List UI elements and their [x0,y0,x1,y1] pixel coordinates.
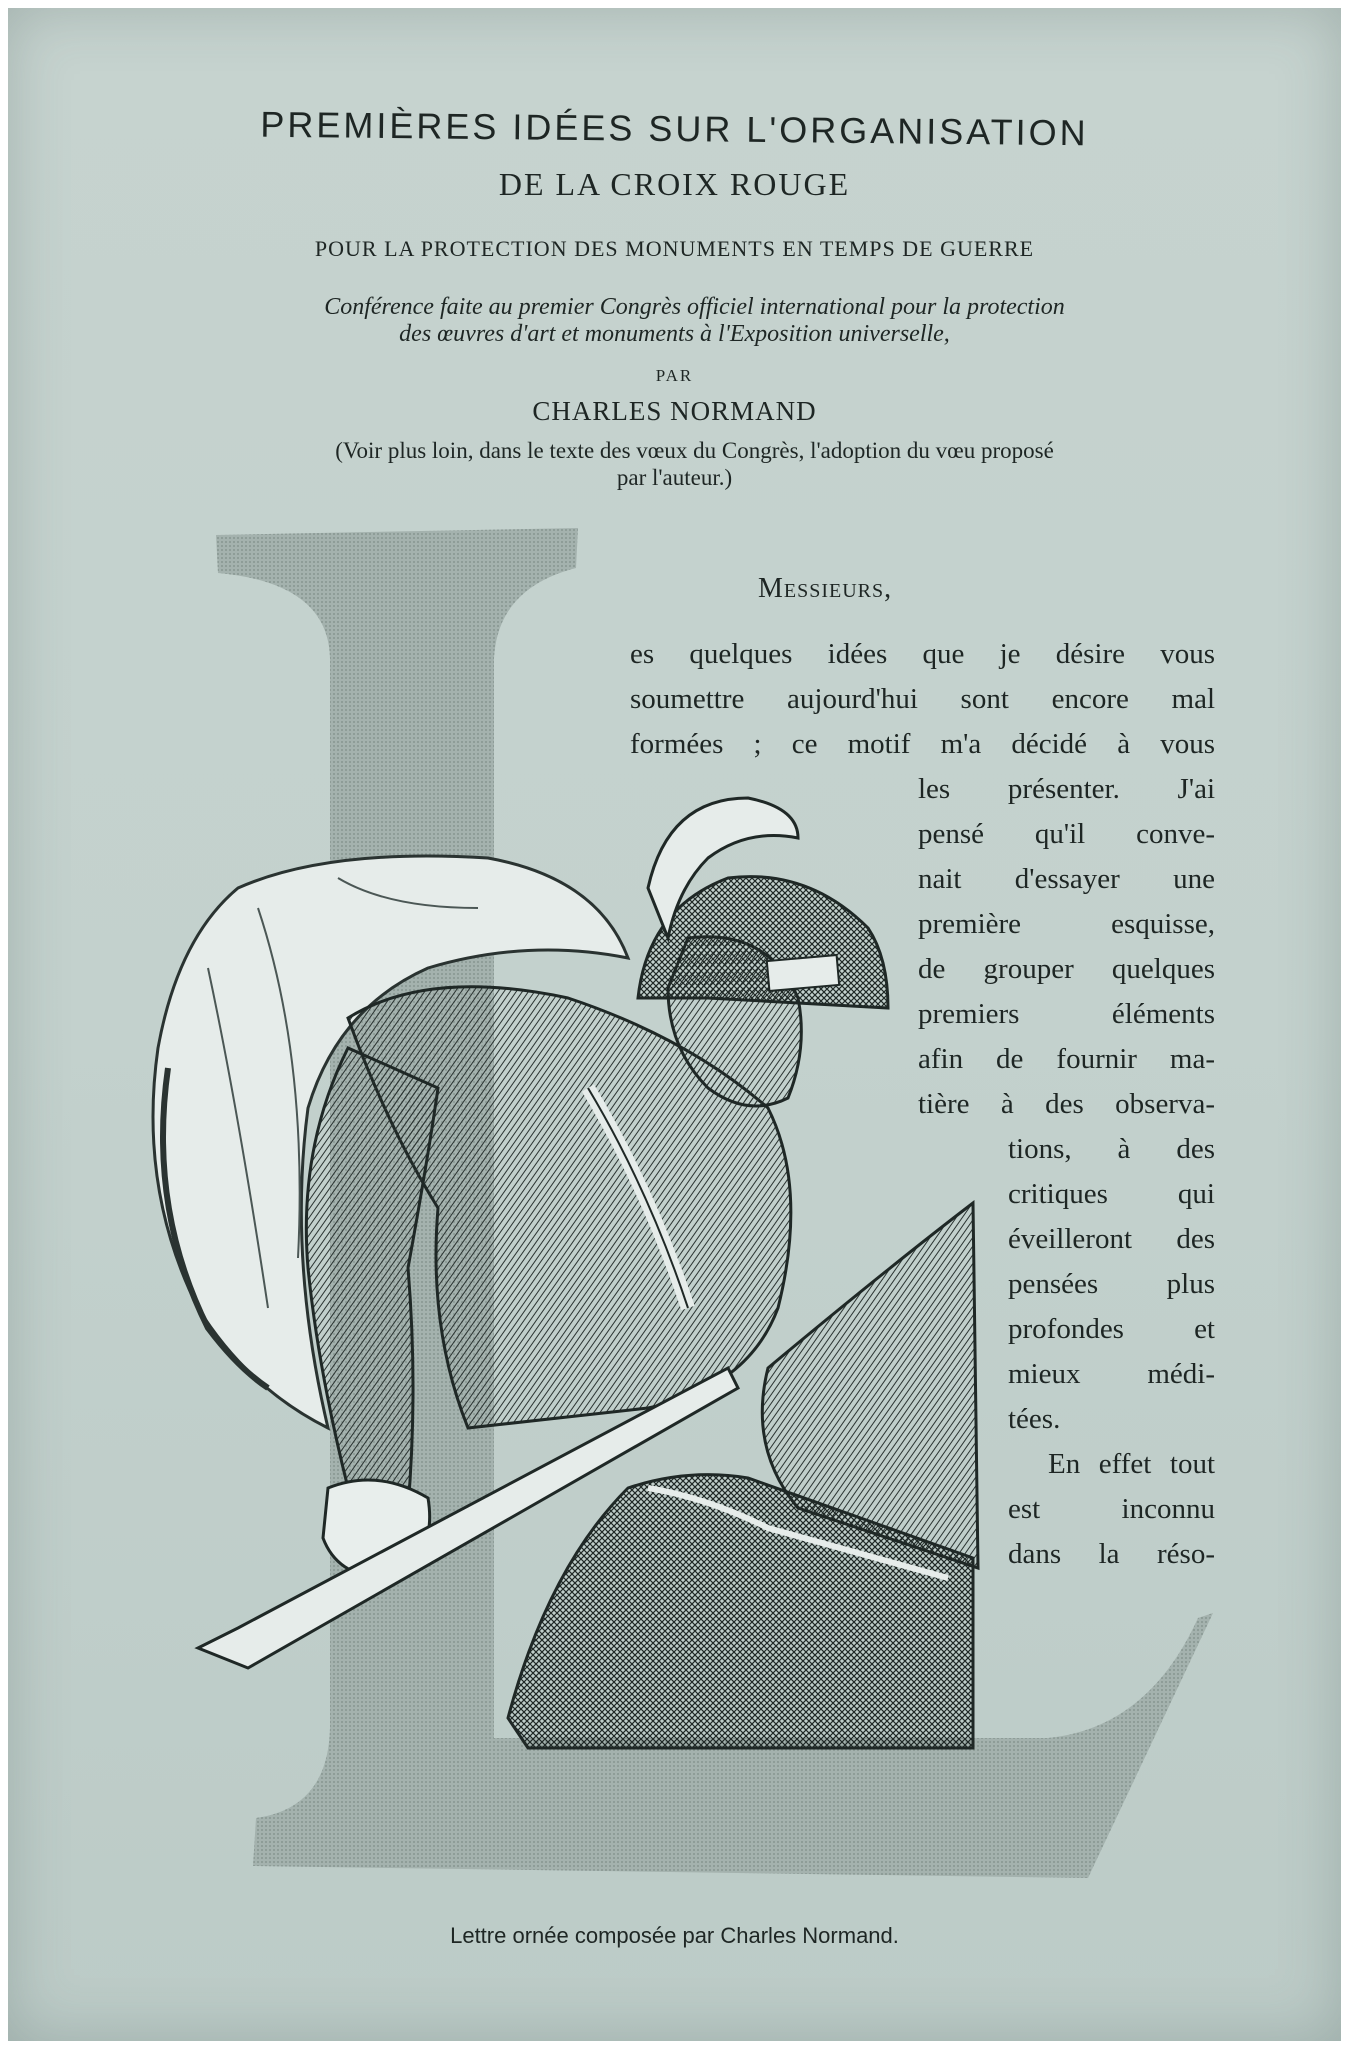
title-line-2: DE LA CROIX ROUGE [498,166,851,202]
title-line-1: PREMIÈRES IDÉES SUR L'ORGANISATION [260,103,1089,154]
body-line: profondes et [1008,1313,1215,1345]
body-line: critiques qui [1008,1178,1215,1210]
body-line: afin de fournir ma- [918,1043,1215,1075]
body-line: formées ; ce motif m'a décidé à vous [630,728,1215,760]
body-line: pensé qu'il conve- [918,818,1215,850]
body-line: es quelques idées que je désire vous [630,638,1215,670]
subtitle: POUR LA PROTECTION DES MONUMENTS EN TEMPS DE GUERRE [314,236,1035,261]
body-line: mieux médi- [1008,1358,1215,1390]
author-name: CHARLES NORMAND [532,396,817,426]
body-line: est inconnu [1008,1493,1215,1525]
conference-line-1: Conférence faite au premier Congrès officiel international pour la protection [324,294,1065,320]
body-line: soumettre aujourd'hui sont encore mal [630,683,1215,715]
note-line-1: (Voir plus loin, dans le texte des vœux du Congrès, l'adoption du vœu proposé [335,438,1054,463]
body-line: les présenter. J'ai [918,773,1215,805]
body-line: tière à des observa- [918,1088,1215,1120]
body-line: de grouper quelques [918,953,1215,985]
body-line: En effet tout [1048,1448,1215,1480]
conference-line-2: des œuvres d'art et monuments à l'Exposition universelle, [399,321,950,347]
body-line: éveilleront des [1008,1223,1215,1255]
body-line: tions, à des [1008,1133,1215,1165]
body-line: pensées plus [1008,1268,1215,1300]
scanned-page [8,8,1341,2041]
salutation: Messieurs, [758,573,893,604]
illustration-caption: Lettre ornée composée par Charles Normand. [450,1923,899,1948]
body-line: nait d'essayer une [918,863,1215,895]
body-line: dans la réso- [1008,1538,1215,1570]
body-line: première esquisse, [918,908,1215,940]
body-line: tées. [1008,1403,1061,1435]
note-line-2: par l'auteur.) [616,465,733,490]
par-label: PAR [655,366,694,385]
body-line: premiers éléments [918,998,1215,1030]
